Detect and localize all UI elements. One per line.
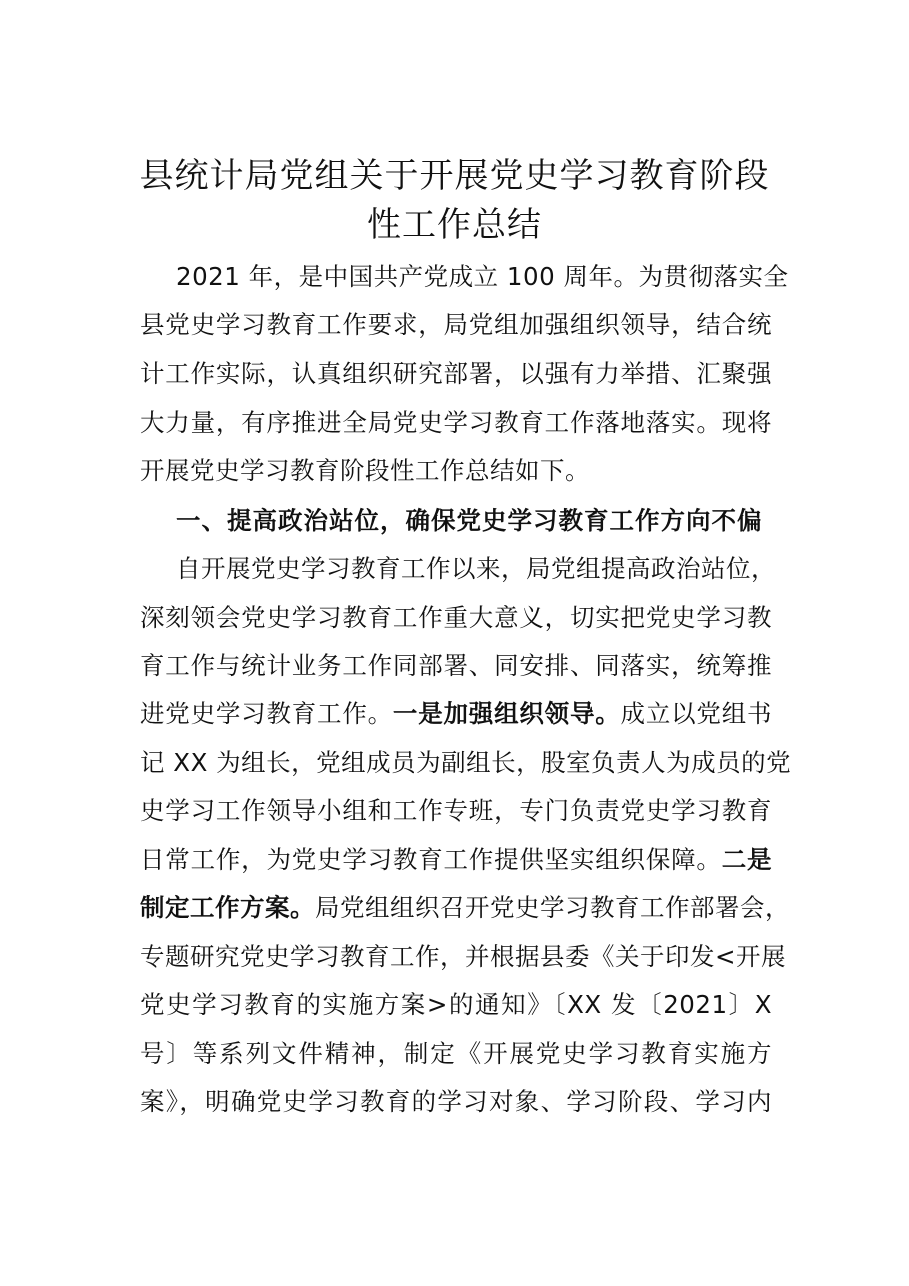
paragraph-2-line-5: 记 XX 为组长，党组成员为副组长，股室负责人为成员的党: [140, 748, 792, 777]
paragraph-1-line-2: 县党史学习教育工作要求，局党组加强组织领导，结合统: [140, 310, 772, 339]
point-2-heading-start: 二是: [721, 845, 773, 874]
paragraph-2-line-2: 深刻领会党史学习教育工作重大意义，切实把党史学习教: [140, 603, 772, 632]
document-title-line-1: 县统计局党组关于开展党史学习教育阶段: [139, 156, 770, 196]
paragraph-2-line-3: 育工作与统计业务工作同部署、同安排、同落实，统筹推: [140, 651, 772, 680]
paragraph-2-line-1: 自开展党史学习教育工作以来，局党组提高政治站位，: [176, 554, 776, 583]
paragraph-2-line-4-text-b: 成立以党组书: [620, 699, 773, 728]
paragraph-2-line-11: 号〕等系列文件精神，制定《开展党史学习教育实施方: [140, 1039, 772, 1068]
paragraph-1-line-1: 2021 年，是中国共产党成立 100 周年。为贯彻落实全: [176, 262, 789, 291]
paragraph-1-line-3: 计工作实际，认真组织研究部署，以强有力举措、汇聚强: [140, 359, 772, 388]
paragraph-1-line-4: 大力量，有序推进全局党史学习教育工作落地落实。现将: [140, 408, 772, 437]
paragraph-2-line-10: 党史学习教育的实施方案>的通知》〔XX 发〔2021〕X: [140, 990, 772, 1019]
paragraph-1-line-5: 开展党史学习教育阶段性工作总结如下。: [140, 456, 590, 485]
document-title-line-2: 性工作总结: [367, 205, 542, 245]
paragraph-2-line-7-text-a: 日常工作，为党史学习教育工作提供坚实组织保障。: [140, 845, 722, 874]
section-1-heading: 一、提高政治站位，确保党史学习教育工作方向不偏: [176, 506, 763, 535]
paragraph-2-line-8: [140, 889, 790, 924]
paragraph-2-line-4-text-a: 进党史学习教育工作。: [140, 699, 393, 728]
paragraph-2-line-4: [140, 695, 772, 730]
paragraph-2-line-12: 案》，明确党史学习教育的学习对象、学习阶段、学习内: [140, 1087, 772, 1116]
paragraph-2-line-7: [140, 841, 772, 876]
point-2-heading-end: 制定工作方案。: [140, 893, 315, 922]
paragraph-2-line-8-text-b: 局党组组织召开党史学习教育工作部署会，: [315, 893, 790, 922]
paragraph-2-line-6: 史学习工作领导小组和工作专班，专门负责党史学习教育: [140, 796, 772, 825]
point-1-heading: 一是加强组织领导。: [392, 699, 621, 728]
paragraph-2-line-9: 专题研究党史学习教育工作，并根据县委《关于印发<开展: [140, 942, 787, 971]
